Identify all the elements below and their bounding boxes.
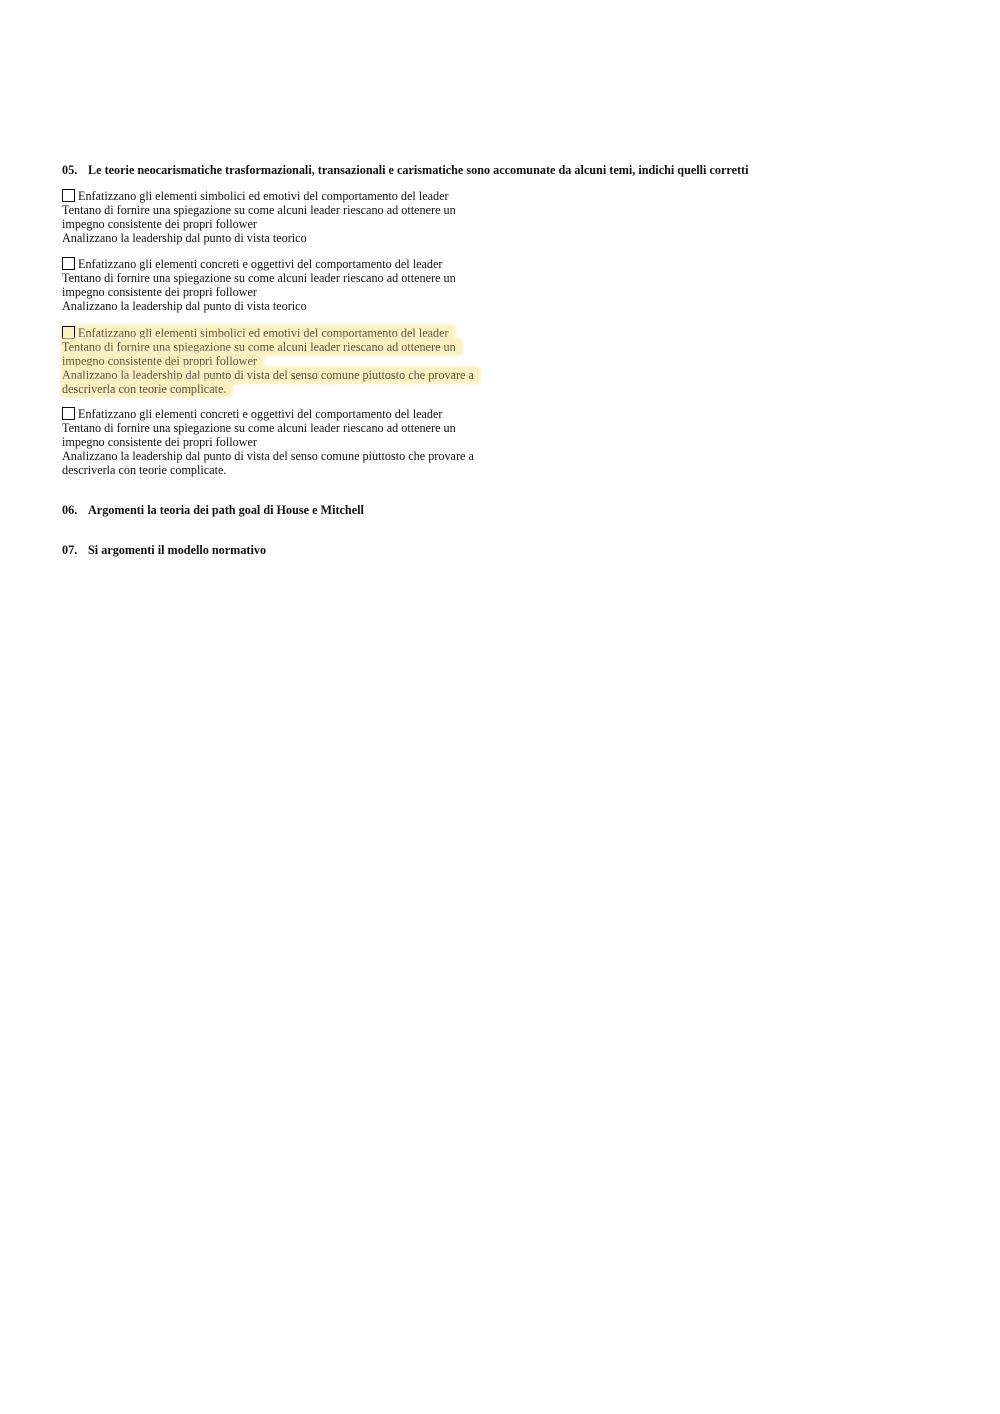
checkbox-icon[interactable] [62, 326, 75, 339]
checkbox-icon[interactable] [62, 257, 75, 270]
question-number: 05. [62, 163, 78, 177]
answer-option-1[interactable] [62, 189, 502, 245]
option-text: Analizzano la leadership dal punto di vista del senso comune piuttosto che provare a [62, 368, 479, 382]
answer-option-3-highlighted[interactable] [62, 326, 502, 396]
option-text: Enfatizzano gli elementi concreti e oggettivi del comportamento del leader [78, 257, 443, 271]
question-05-title [62, 163, 749, 178]
option-text: Enfatizzano gli elementi concreti e oggettivi del comportamento del leader [78, 407, 443, 421]
question-text: Argomenti la teoria dei path goal di House e Mitchell [88, 503, 364, 517]
option-text: impegno consistente dei propri follower [62, 435, 257, 449]
option-text: Analizzano la leadership dal punto di vista teorico [62, 299, 307, 313]
option-text: Analizzano la leadership dal punto di vista del senso comune piuttosto che provare a [62, 449, 474, 463]
option-text: Enfatizzano gli elementi simbolici ed emotivi del comportamento del leader [78, 326, 449, 340]
option-text: Tentano di fornire una spiegazione su come alcuni leader riescano ad ottenere un [62, 421, 456, 435]
option-text: impegno consistente dei propri follower [62, 217, 257, 231]
option-text: Tentano di fornire una spiegazione su come alcuni leader riescano ad ottenere un [62, 271, 456, 285]
answer-option-4[interactable] [62, 407, 502, 477]
checkbox-icon[interactable] [62, 189, 75, 202]
question-number: 07. [62, 543, 78, 557]
question-07-title [62, 543, 266, 558]
option-text: Enfatizzano gli elementi simbolici ed emotivi del comportamento del leader [78, 189, 449, 203]
option-text: Tentano di fornire una spiegazione su come alcuni leader riescano ad ottenere un [62, 203, 456, 217]
option-line [62, 407, 502, 421]
question-text: Le teorie neocarismatiche trasformazionali, transazionali e carismatiche sono accomunate da alcuni temi, indichi quelli corretti [88, 163, 749, 177]
question-06-title [62, 503, 364, 518]
question-number: 06. [62, 503, 78, 517]
option-text: Analizzano la leadership dal punto di vista teorico [62, 231, 307, 245]
option-text: impegno consistente dei propri follower [62, 285, 257, 299]
option-text: Tentano di fornire una spiegazione su come alcuni leader riescano ad ottenere un [62, 340, 461, 354]
question-text: Si argomenti il modello normativo [88, 543, 267, 557]
checkbox-icon[interactable] [62, 407, 75, 420]
option-line [62, 326, 454, 340]
answer-option-2[interactable] [62, 257, 502, 313]
option-line [62, 189, 502, 203]
option-text: impegno consistente dei propri follower [62, 354, 262, 368]
option-text: descriverla con teorie complicate. [62, 382, 231, 396]
option-text: descriverla con teorie complicate. [62, 463, 227, 477]
option-line [62, 257, 502, 271]
